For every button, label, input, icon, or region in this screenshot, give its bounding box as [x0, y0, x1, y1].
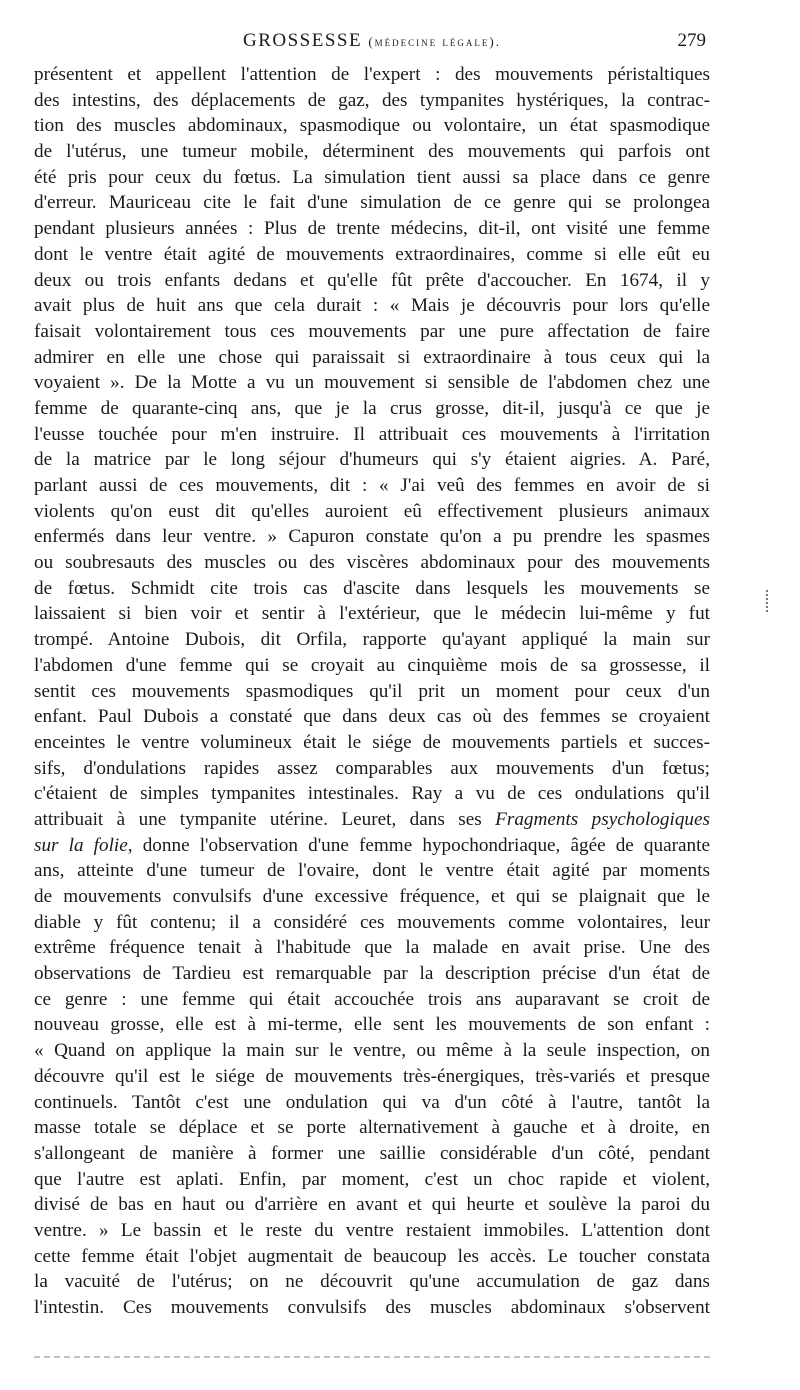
text-line: de l'utérus, une tumeur mobile, déterminent des mouvements qui parfois ont	[34, 141, 710, 163]
text-line: parlant aussi de ces mouvements, dit : « J'ai veû des femmes en avoir de si	[34, 475, 710, 496]
text-line: enceintes le ventre volumineux était le siége de mouvements partiels et succes-	[34, 731, 710, 753]
text-line: divisé de bas en haut ou d'arrière en avant et qui heurte et soulève la paroi du	[34, 1194, 710, 1216]
text-line: la vacuité de l'utérus; on ne découvrit qu'une accumulation de gaz dans	[34, 1271, 710, 1293]
text-line: nouveau grosse, elle est à mi-terme, elle sent les mouvements de son enfant :	[34, 1014, 710, 1036]
text-segment: , donne l'observation d'une femme hypochondriaque, âgée de quarante	[127, 834, 710, 856]
text-line: l'eusse touchée pour m'en instruire. Il attribuait ces mouvements à l'irritation	[34, 423, 710, 445]
body-text	[34, 62, 710, 1321]
text-line: ventre. » Le bassin et le reste du ventre restaient immobiles. L'attention dont	[34, 1219, 710, 1241]
text-line: avait plus de huit ans que cela durait : « Mais je découvris pour lors qu'elle	[34, 295, 710, 317]
text-line: enfermés dans leur ventre. » Capuron constate qu'on a pu prendre les spasmes	[34, 526, 710, 548]
running-title-sub: (médecine légale).	[368, 34, 501, 49]
text-line: enfant. Paul Dubois a constaté que dans deux cas où des femmes se croyaient	[34, 706, 710, 728]
text-line: laissaient si bien voir et sentir à l'extérieur, que le médecin lui-même y fut	[34, 603, 710, 625]
margin-mark	[766, 590, 771, 612]
text-line: faisait volontairement tous ces mouvements par une pure affectation de faire	[34, 320, 710, 342]
italic-title: Fragments psychologiques	[495, 808, 710, 830]
text-line: voyaient ». De la Motte a vu un mouvement si sensible de l'abdomen chez une	[34, 372, 710, 394]
text-line: s'allongeant de manière à former une saillie considérable d'un côté, pendant	[34, 1142, 710, 1164]
text-line: dont le ventre était agité de mouvements extraordinaires, comme si elle eût eu	[34, 243, 710, 265]
text-line: extrême fréquence tenait à l'habitude que la malade en avait prise. Une des	[34, 937, 710, 959]
text-line: ou soubresauts des muscles ou des viscères abdominaux pour des mouvements	[34, 552, 710, 574]
text-line: ce genre : une femme qui était accouchée trois ans auparavant se croit de	[34, 988, 710, 1010]
text-line: de fœtus. Schmidt cite trois cas d'ascite dans lesquels les mouvements se	[34, 577, 710, 599]
text-line: des intestins, des déplacements de gaz, des tympanites hystériques, la contrac-	[34, 89, 710, 111]
text-line: sentit ces mouvements spasmodiques qu'il prit un moment pour ceux d'un	[34, 680, 710, 702]
text-line: présentent et appellent l'attention de l'expert : des mouvements péristaltiques	[34, 64, 710, 85]
text-line: l'intestin. Ces mouvements convulsifs des muscles abdominaux s'observent	[34, 1297, 710, 1318]
running-title-main: GROSSESSE	[242, 30, 363, 51]
text-line: admirer en elle une chose qui paraissait si extraordinaire à tous ceux qui la	[34, 346, 710, 368]
text-line: cette femme était l'objet augmentait de beaucoup les accès. Le toucher constata	[34, 1245, 710, 1267]
text-line: violents qu'on eust dit qu'elles auroient eû effectivement plusieurs animaux	[34, 500, 710, 522]
text-line: été pris pour ceux du fœtus. La simulation tient aussi sa place dans ce genre	[34, 166, 710, 188]
page-number: 279	[677, 30, 706, 51]
running-title	[34, 30, 710, 52]
text-line-with-italic-title	[34, 833, 710, 859]
text-line: diable y fût contenu; il a considéré ces mouvements comme volontaires, leur	[34, 911, 710, 933]
text-line-with-italic-title	[34, 807, 710, 833]
text-line: c'étaient de simples tympanites intestinales. Ray a vu de ces ondulations qu'il	[34, 783, 710, 805]
text-line: masse totale se déplace et se porte alternativement à gauche et à droite, en	[34, 1117, 710, 1139]
text-line: continuels. Tantôt c'est une ondulation qui va d'un côté à l'autre, tantôt la	[34, 1091, 710, 1113]
text-line: ans, atteinte d'une tumeur de l'ovaire, dont le ventre était agité par moments	[34, 860, 710, 882]
running-header	[34, 30, 710, 56]
text-line: observations de Tardieu est remarquable par la description précise d'un état de	[34, 963, 710, 985]
text-line: sifs, d'ondulations rapides assez comparables aux mouvements d'un fœtus;	[34, 757, 710, 779]
text-line: que l'autre est aplati. Enfin, par moment, c'est un choc rapide et violent,	[34, 1168, 710, 1190]
footer-bleed-rule	[34, 1356, 710, 1358]
text-line: « Quand on applique la main sur le ventre, ou même à la seule inspection, on	[34, 1040, 710, 1062]
text-line: l'abdomen d'une femme qui se croyait au cinquième mois de sa grossesse, il	[34, 654, 710, 676]
text-line: découvre qu'il est le siége de mouvements très-énergiques, très-variés et presque	[34, 1065, 710, 1087]
text-line: deux ou trois enfants dedans et qu'elle fût prête d'accoucher. En 1674, il y	[34, 269, 710, 291]
text-line: de mouvements convulsifs d'une excessive fréquence, et qui se plaignait que le	[34, 886, 710, 907]
text-line: tion des muscles abdominaux, spasmodique ou volontaire, un état spasmodique	[34, 115, 710, 137]
text-line: pendant plusieurs années : Plus de trente médecins, dit-il, ont visité une femme	[34, 218, 710, 240]
text-line: femme de quarante-cinq ans, que je la crus grosse, dit-il, jusqu'à ce que je	[34, 397, 710, 419]
italic-title-end: sur la folie	[34, 834, 128, 856]
text-line: trompé. Antoine Dubois, dit Orfila, rapporte qu'ayant appliqué la main sur	[34, 629, 710, 651]
text-line: d'erreur. Mauriceau cite le fait d'une simulation de ce genre qui se prolongea	[34, 192, 710, 214]
text-segment: attribuait à une tympanite utérine. Leuret, dans ses	[34, 808, 482, 830]
text-line: de la matrice par le long séjour d'humeurs qui s'y étaient aigries. A. Paré,	[34, 449, 710, 471]
